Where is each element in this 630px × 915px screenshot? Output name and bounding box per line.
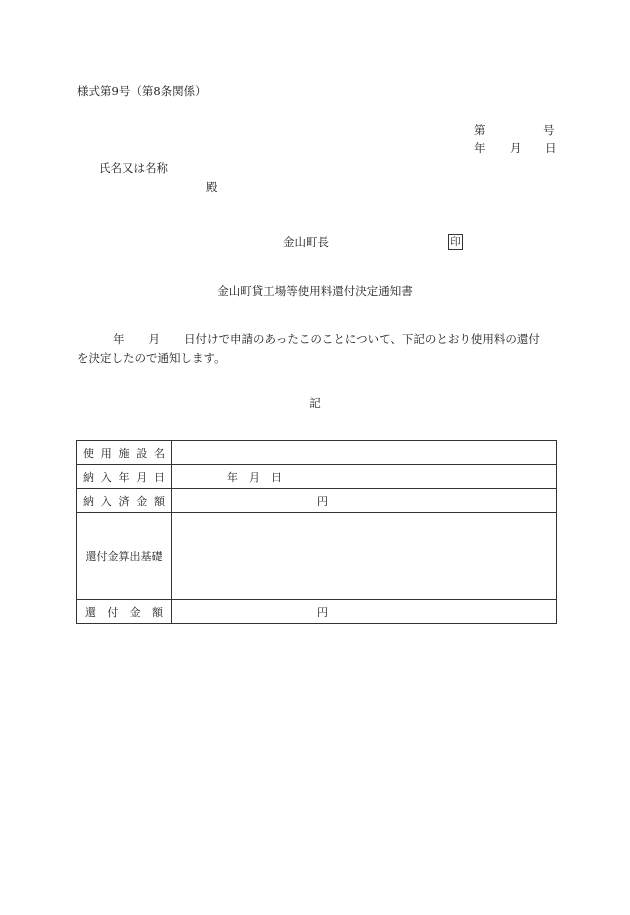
detail-table	[76, 440, 557, 624]
row-value-field[interactable]	[172, 513, 557, 600]
table-row	[77, 600, 557, 624]
body-line-1	[77, 330, 562, 349]
body-line-2: を決定したので通知します。	[77, 351, 226, 365]
document-number-prefix: 第	[474, 123, 486, 137]
recipient-honorific: 殿	[206, 180, 218, 194]
row-value-field[interactable]: 円	[172, 489, 557, 513]
row-label: 使用施設名	[77, 441, 172, 465]
issue-date-year: 年	[474, 141, 486, 155]
row-label: 還付金算出基礎	[77, 513, 172, 600]
row-value-field[interactable]: 円	[172, 600, 557, 624]
body-month: 月	[148, 332, 160, 346]
document-title: 金山町貸工場等使用料還付決定通知書	[217, 284, 413, 298]
body-text	[77, 330, 562, 368]
form-label: 様式第9号（第8条関係）	[77, 84, 207, 98]
table-row	[77, 465, 557, 489]
issue-date-day: 日	[545, 141, 557, 155]
table-row	[77, 513, 557, 600]
ki-heading: 記	[309, 396, 321, 410]
row-value-field[interactable]: 年 月 日	[172, 465, 557, 489]
table-row	[77, 441, 557, 465]
row-label: 還付金額	[77, 600, 172, 624]
row-label: 納入済金額	[77, 489, 172, 513]
seal-mark: 印	[448, 234, 463, 250]
recipient-label: 氏名又は名称	[99, 161, 168, 175]
row-label: 納入年月日	[77, 465, 172, 489]
table-row	[77, 489, 557, 513]
body-line-1-rest: 日付けで申請のあったこのことについて、下記のとおり使用料の還付	[184, 332, 540, 346]
issuer-name: 金山町長	[283, 235, 329, 249]
issue-date-month: 月	[510, 141, 522, 155]
document-number-suffix: 号	[543, 123, 555, 137]
row-value-field[interactable]	[172, 441, 557, 465]
body-year: 年	[113, 332, 125, 346]
